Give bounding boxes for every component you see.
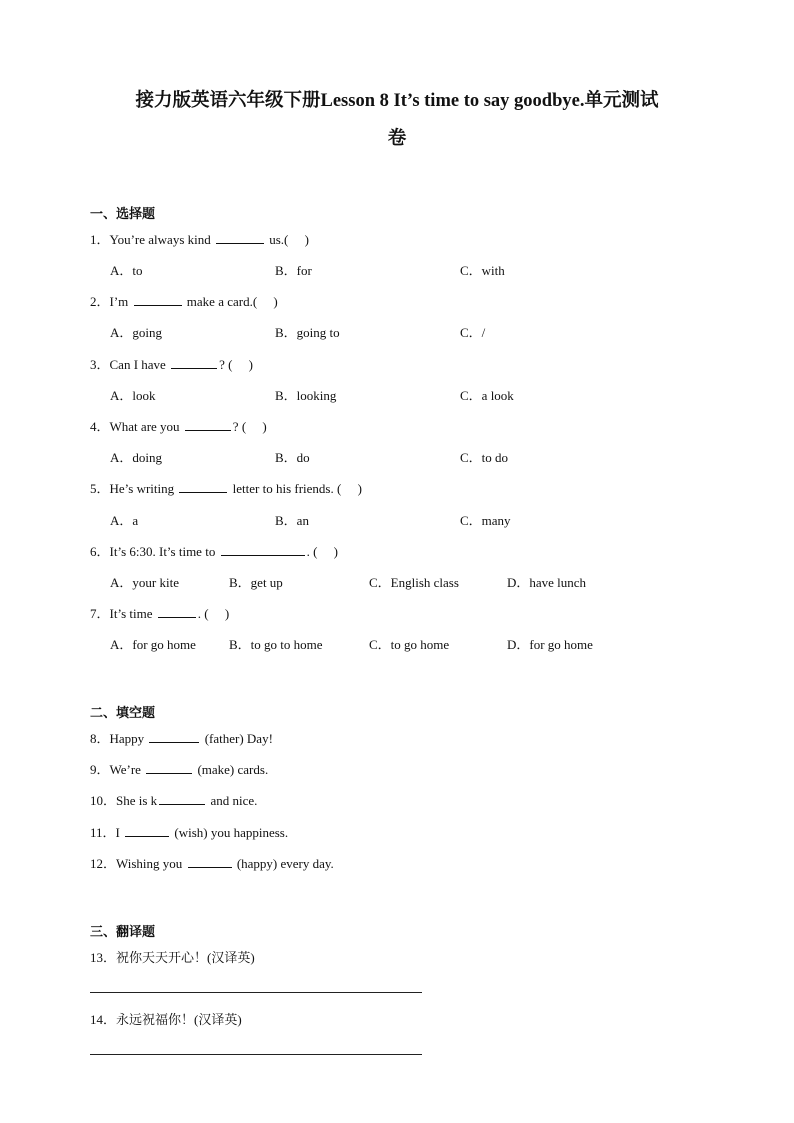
- option-b[interactable]: B．an: [275, 513, 309, 528]
- option-b[interactable]: B．for: [275, 263, 312, 278]
- answer-blank[interactable]: [221, 544, 305, 556]
- section-heading-fill: 二、填空题: [90, 705, 156, 720]
- option-a[interactable]: A．to: [110, 263, 143, 278]
- question-10: 10．She is k and nice.: [90, 793, 258, 808]
- answer-blank[interactable]: [125, 825, 169, 837]
- question-9: 9．We’re (make) cards.: [90, 762, 269, 777]
- question-8: 8．Happy (father) Day!: [90, 731, 273, 746]
- option-a[interactable]: A．for go home: [110, 637, 196, 652]
- answer-blank[interactable]: [188, 856, 232, 868]
- answer-blank[interactable]: [134, 294, 182, 306]
- option-c[interactable]: C．to go home: [369, 637, 450, 652]
- option-a[interactable]: A．a: [110, 513, 139, 528]
- answer-blank[interactable]: [159, 793, 205, 805]
- question-2: 2．I’m make a card.( ): [90, 294, 278, 309]
- answer-line[interactable]: [90, 992, 422, 993]
- option-a[interactable]: A．doing: [110, 450, 163, 465]
- option-c[interactable]: C．to do: [460, 450, 509, 465]
- option-b[interactable]: B．going to: [275, 325, 340, 340]
- page-title: [70, 82, 724, 158]
- question-7: 7．It’s time . ( ): [90, 606, 230, 621]
- option-d[interactable]: D．have lunch: [507, 575, 587, 590]
- option-c[interactable]: C．/: [460, 325, 486, 340]
- answer-blank[interactable]: [179, 481, 227, 493]
- option-b[interactable]: B．get up: [229, 575, 283, 590]
- title-line-1: 接力版英语六年级下册Lesson 8 It’s time to say goodbye.单元测试: [135, 91, 659, 111]
- answer-line[interactable]: [90, 1054, 422, 1055]
- question-3: 3．Can I have ? ( ): [90, 357, 254, 372]
- question-6: 6．It’s 6:30. It’s time to . ( ): [90, 544, 338, 559]
- answer-blank[interactable]: [146, 762, 192, 774]
- option-d[interactable]: D．for go home: [507, 637, 593, 652]
- option-c[interactable]: C．many: [460, 513, 511, 528]
- option-b[interactable]: B．do: [275, 450, 310, 465]
- answer-blank[interactable]: [185, 419, 231, 431]
- option-a[interactable]: A．going: [110, 325, 163, 340]
- question-4: 4．What are you ? ( ): [90, 419, 267, 434]
- answer-blank[interactable]: [171, 357, 217, 369]
- option-c[interactable]: C．English class: [369, 575, 459, 590]
- question-12: 12．Wishing you (happy) every day.: [90, 856, 334, 871]
- option-a[interactable]: A．your kite: [110, 575, 179, 590]
- answer-blank[interactable]: [158, 606, 196, 618]
- question-13: 13．祝你天天开心！(汉译英): [90, 950, 255, 965]
- option-b[interactable]: B．to go to home: [229, 637, 323, 652]
- question-14: 14．永远祝福你！(汉译英): [90, 1012, 242, 1027]
- question-11: 11．I (wish) you happiness.: [90, 825, 289, 840]
- option-c[interactable]: C．a look: [460, 388, 514, 403]
- option-a[interactable]: A．look: [110, 388, 156, 403]
- answer-blank[interactable]: [149, 731, 199, 743]
- option-b[interactable]: B．looking: [275, 388, 337, 403]
- section-heading-choice: 一、选择题: [90, 206, 156, 221]
- option-c[interactable]: C．with: [460, 263, 505, 278]
- question-5: 5．He’s writing letter to his friends. ( ): [90, 481, 362, 496]
- title-line-2: 卷: [387, 129, 407, 149]
- answer-blank[interactable]: [216, 232, 264, 244]
- question-1: 1．You’re always kind us.( ): [90, 232, 309, 247]
- section-heading-translate: 三、翻译题: [90, 924, 156, 939]
